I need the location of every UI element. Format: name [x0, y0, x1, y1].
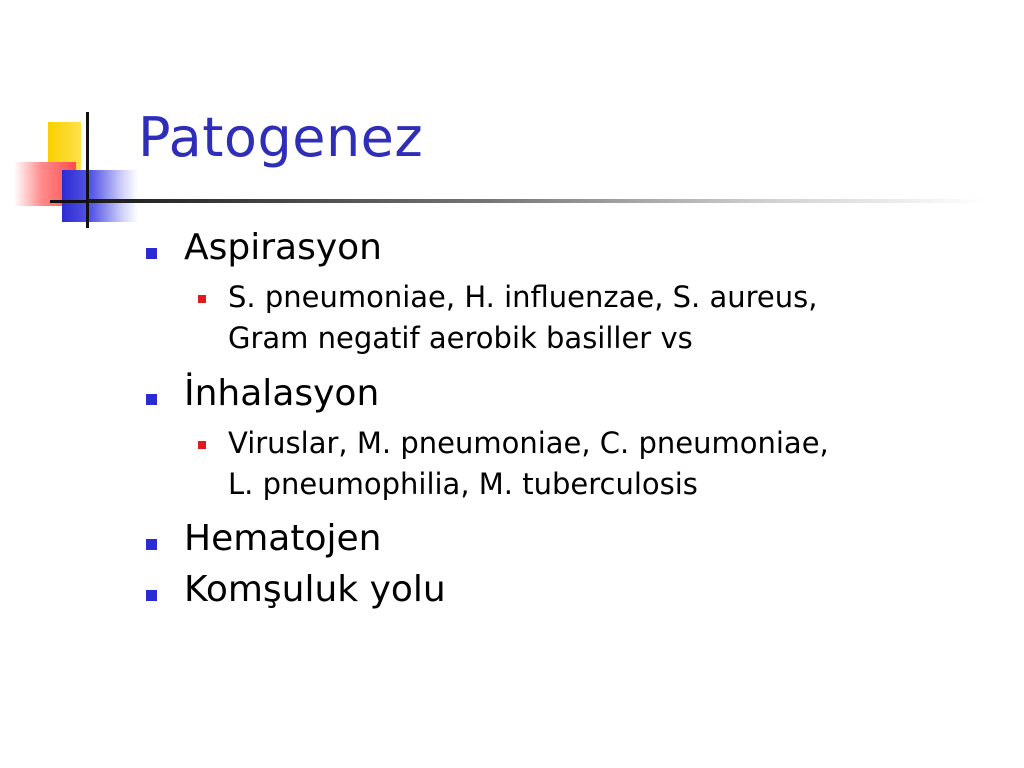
list-item-komsuluk-yolu — [140, 568, 1000, 611]
slide-title: Patogenez — [138, 106, 424, 169]
sub-item-line: L. pneumophilia, M. tuberculosis — [228, 466, 698, 501]
sub-item-line: Gram negatif aerobik basiller vs — [228, 321, 693, 356]
vertical-line-shape — [86, 112, 89, 228]
list-item-label: Aspirasyon — [184, 227, 382, 268]
sub-item-aspirasyon-organisms — [184, 277, 1000, 359]
square-bullet-icon — [146, 394, 157, 405]
square-bullet-icon — [146, 590, 157, 601]
list-item-label: İnhalasyon — [184, 372, 380, 414]
list-item-inhalasyon — [140, 372, 1000, 415]
list-item-hematojen — [140, 517, 1000, 560]
sub-item-line: S. pneumoniae, H. influenzae, S. aureus, — [228, 280, 818, 315]
decorative-logo-squares — [0, 100, 140, 230]
list-item-aspirasyon — [140, 226, 1000, 269]
sub-item-inhalasyon-organisms — [184, 423, 1000, 505]
square-bullet-icon — [146, 539, 157, 550]
square-bullet-icon — [198, 295, 206, 303]
square-bullet-icon — [146, 248, 157, 259]
list-item-label: Hematojen — [184, 518, 382, 560]
bullet-list — [140, 226, 1000, 619]
title-underline-rule — [88, 199, 988, 203]
blue-square-shape — [62, 170, 138, 222]
square-bullet-icon — [198, 441, 206, 449]
list-item-label: Komşuluk yolu — [184, 569, 446, 611]
sub-item-line: Viruslar, M. pneumoniae, C. pneumoniae, — [228, 425, 829, 460]
